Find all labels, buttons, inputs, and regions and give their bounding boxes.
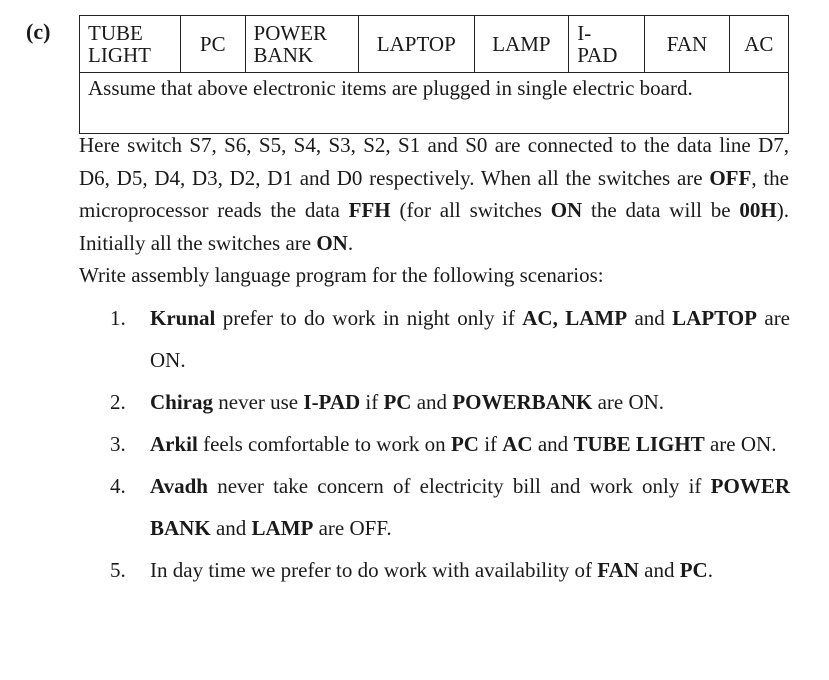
scenario-number: 2. (110, 390, 126, 414)
scenario-text: and (638, 558, 680, 582)
scenario-text: if (478, 432, 503, 456)
scenario-item-2 (110, 381, 790, 423)
scenario-bold-text: LAPTOP (672, 306, 757, 330)
intro-text-3: (for all switches (390, 198, 551, 222)
intro-bold-on-2: ON (316, 230, 348, 255)
scenario-bold-text: POWERBANK (452, 390, 593, 414)
table-note: Assume that above electronic items are plugged in single electric board. (80, 73, 789, 134)
intro-bold-00h: 00H (739, 198, 777, 222)
scenario-item-4 (110, 465, 790, 549)
electronic-items-table (79, 15, 789, 134)
scenario-text: never take concern of electricity bill and work only if (207, 474, 711, 498)
scenario-text: In day time we prefer to do work with availability of (150, 558, 598, 582)
intro-bold-off: OFF (709, 165, 752, 190)
item-ipad: I- PAD (569, 16, 645, 73)
scenario-text: and (532, 432, 574, 456)
intro-text-5: ). Initially all the switches are (79, 198, 789, 255)
question-label: (c) (26, 19, 51, 44)
scenario-text: never use (213, 390, 304, 414)
scenario-bold-text: LAMP (251, 516, 314, 540)
scenario-bold-text: Arkil (150, 432, 198, 456)
intro-text (79, 129, 789, 292)
item-power-bank: POWER BANK (245, 16, 358, 73)
scenario-number: 4. (110, 474, 126, 498)
item-ac: AC (729, 16, 788, 73)
scenario-list (110, 297, 790, 591)
item-pc: PC (180, 16, 245, 73)
intro-text-4: the data will be (582, 198, 740, 222)
scenario-number: 1. (110, 306, 126, 330)
scenario-text: and (411, 390, 453, 414)
scenario-bold-text: Krunal (150, 306, 216, 330)
scenario-text: prefer to do work in night only if (215, 306, 523, 330)
scenario-text: . (707, 558, 713, 582)
intro-text-2: , the microprocessor reads the data (79, 165, 789, 222)
item-tube-light: TUBE LIGHT (80, 16, 181, 73)
scenario-text: are ON. (592, 390, 665, 414)
scenario-bold-text: TUBE LIGHT (573, 432, 705, 456)
scenario-bold-text: FAN (597, 558, 639, 582)
intro-paragraph (79, 129, 789, 259)
intro-bold-on: ON (550, 198, 583, 222)
scenario-text: and (627, 306, 673, 330)
scenario-bold-text: AC (502, 432, 533, 456)
intro-text-1: Here switch S7, S6, S5, S4, S3, S2, S1 and S0 are connected to the data line D7, D6, D5, D4, D3, D2, D1 and D0 respectively. When all the switches are (79, 133, 789, 190)
scenario-bold-text: POWER BANK (150, 474, 790, 540)
scenario-bold-text: PC (383, 390, 412, 414)
intro-instruction: Write assembly language program for the following scenarios: (79, 263, 604, 287)
scenario-item-3 (110, 423, 790, 465)
scenario-text: feels comfortable to work on (197, 432, 451, 456)
scenario-text: are ON. (704, 432, 777, 456)
item-laptop: LAPTOP (359, 16, 475, 73)
intro-bold-ffh: FFH (348, 198, 391, 222)
scenario-bold-text: Avadh (150, 474, 208, 498)
scenario-text: are OFF. (313, 516, 392, 540)
items-row (80, 16, 789, 73)
scenario-item-5 (110, 549, 790, 591)
scenario-bold-text: PC (450, 432, 479, 456)
scenario-text: are ON. (150, 306, 791, 372)
scenario-number: 3. (110, 432, 126, 456)
intro-text-6: . (347, 230, 354, 255)
scenario-bold-text: AC, LAMP (522, 306, 628, 330)
scenario-bold-text: I-PAD (303, 390, 361, 414)
note-row (80, 73, 789, 134)
scenario-text: and (210, 516, 252, 540)
scenario-number: 5. (110, 558, 126, 582)
item-fan: FAN (645, 16, 729, 73)
scenario-bold-text: PC (679, 558, 708, 582)
scenario-text: if (360, 390, 384, 414)
item-lamp: LAMP (474, 16, 569, 73)
scenario-item-1 (110, 297, 790, 381)
scenario-bold-text: Chirag (150, 390, 213, 414)
